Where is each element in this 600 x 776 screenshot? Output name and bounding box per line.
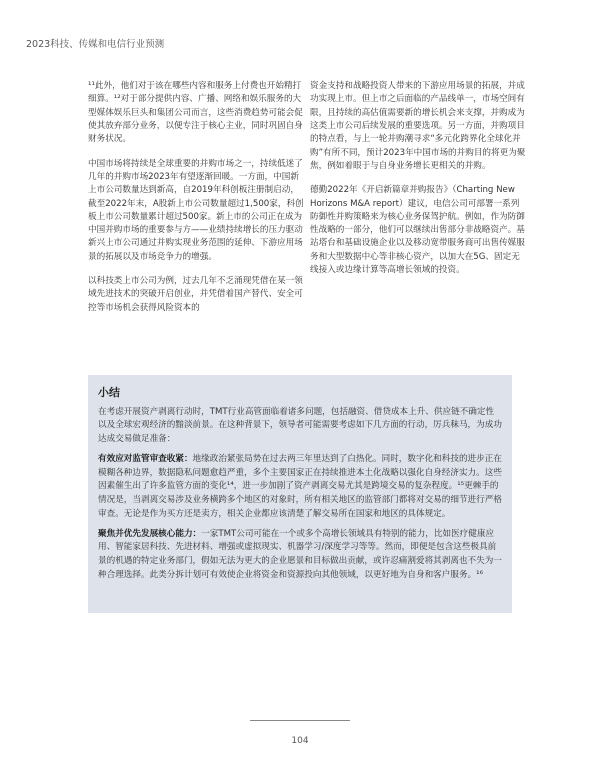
summary-item-label: 有效应对监管审查收紧：	[98, 453, 193, 464]
paragraph: ¹¹此外，他们对于该在哪些内容和服务上付费也开始精打细算。¹²对于部分提供内容、广播、网络和娱乐服务的大型媒体娱乐巨头和集团公司而言，这些消费趋势可能会促使其放弃部分业务，以便专注于核心主业，同时巩固自身财务状况。	[88, 81, 303, 145]
running-header: 2023科技、传媒和电信行业预测	[26, 39, 165, 50]
summary-heading: 小结	[98, 386, 120, 399]
footer-divider	[250, 720, 350, 721]
summary-intro: 在考虑开展资产剥离行动时，TMT行业高管面临着诸多问题，包括融资、借贷成本上升、供应链不确定性以及全球宏观经济的黯淡前景。在这种背景下，领导者可能需要考虑如下几方面的行动，厉兵秣马，为成功达成交易做足准备：	[98, 406, 502, 445]
summary-item-text: 一家TMT公司可能在一个或多个高增长领域具有特别的能力，比如医疗健康应用、智能家居科技、先进材料、增强或虚拟现实、机器学习/深度学习等等。然而，即便是包含这些极具前景的机遇的特定业务部门，假如无法为更大的企业愿景和目标做出贡献，或许忍痛割爱将其剥离也不失为一种合理选择。此类分拆计划可有效使企业将资金和资源投向其他领域，以更好地为自身和客户服务。¹⁶	[98, 528, 502, 580]
summary-box	[88, 375, 512, 613]
page-number: 104	[291, 736, 309, 746]
left-column	[88, 80, 304, 326]
paragraph: 以科技类上市公司为例，过去几年不乏涌现凭借在某一领域先进技术的突破开启创业，并凭借着国产替代、安全可控等市场机会获得风险资本的	[88, 276, 303, 313]
summary-item-label: 聚焦并优先发展核心能力：	[98, 528, 202, 539]
paragraph: 中国市场将持续是全球重要的并购市场之一，持续低迷了几年的并购市场2023年有望逐渐回暖。一方面，中国新上市公司数量达到新高，自2019年科创板注册制启动，截至2022年末，A股新上市公司数量超过1,500家，科创板上市公司数量累计超过500家。新上市的公司正在成为中国并购市场的重要参与方——业绩持续增长的压力驱动新兴上市公司通过并购实现业务范围的延伸、下游应用场景的拓展以及市场竞争力的增强。	[88, 158, 304, 262]
paragraph: 资金支持和战略投资人带来的下游应用场景的拓展，并成功实现上市。但上市之后面临的产品线单一，市场空间有限，且持续的高估值需要新的增长机会来支撑，并购成为这类上市公司后续发展的重要选项。另一方面，并购项目的特点看，与上一轮并购潮寻求“多元化跨界化全球化并购”有所不同，预计2023年中国市场的并购目的将更为聚焦，例如着眼于与自身业务增长更相关的并购。	[310, 81, 526, 171]
summary-item-text: 地缘政治紧张局势在过去两三年里达到了白热化。同时，数字化和科技的进步正在模糊各种边界，数据隐私问题愈趋严重，多个主要国家正在持续推进本土化战略以强化自身经济实力。这些因素催生出了许多监管方面的变化¹⁴，进一步加剧了资产剥离交易尤其是跨境交易的复杂程度。¹⁵更棘手的情况是，当剥离交易涉及业务横跨多个地区的对象时，所有相关地区的监管部门都将对交易的细节进行严格审查。无论是作为买方还是卖方，相关企业都应该清楚了解交易所在国家和地区的具体规定。	[98, 453, 502, 519]
summary-item	[98, 453, 502, 522]
summary-item	[98, 528, 502, 583]
paragraph: 德勤2022年《开启新篇章并购报告》（Charting New Horizons M&A report）建议，电信公司可部署一系列防御性并购策略来为核心业务保驾护航。例如，作为防御性战略的一部分，他们可以继续出售部分非战略资产。基站塔台和基础设施企业以及移动宽带服务商可出售传媒服务和大型数据中心等非核心资产，以加大在5G、固定无线接入或边缘计算等高增长领域的投资。	[310, 185, 525, 276]
right-column	[310, 80, 526, 288]
